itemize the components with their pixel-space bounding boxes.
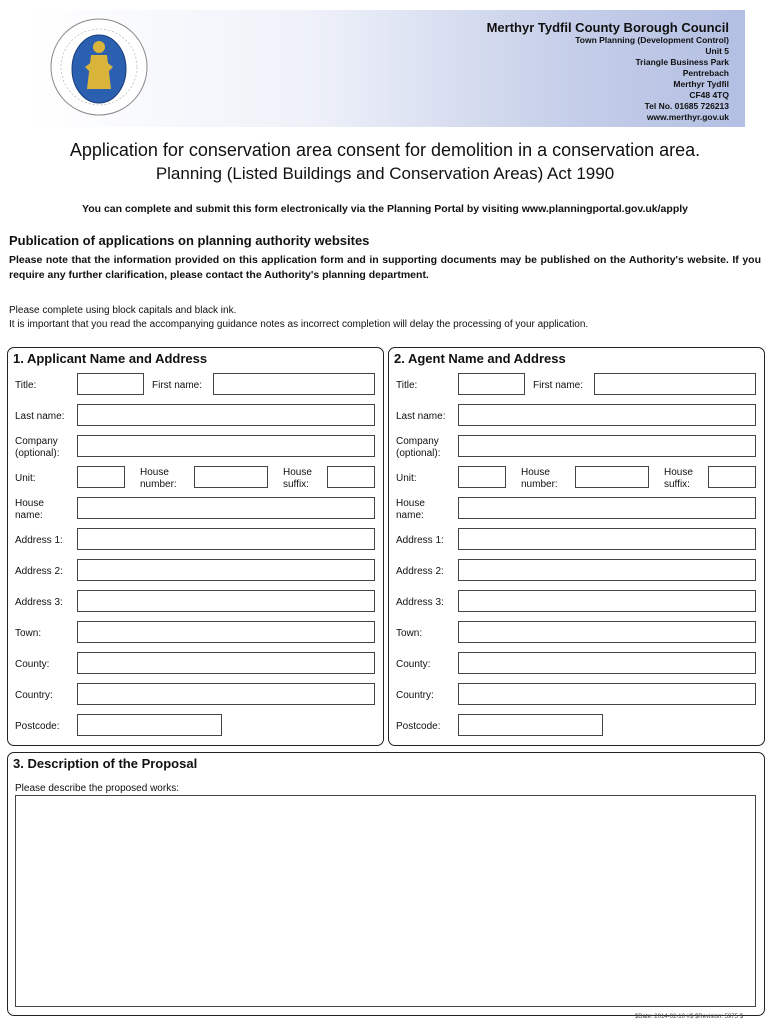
title-label: Title: (396, 380, 418, 391)
postcode-label: Postcode: (396, 721, 441, 732)
website-line: www.merthyr.gov.uk (646, 112, 729, 122)
address-line: Pentrebach (682, 68, 729, 78)
description-textarea[interactable] (15, 795, 756, 1007)
company-label: Company (optional): (15, 436, 60, 459)
agent-town-input[interactable] (458, 621, 756, 643)
company-label: Company (optional): (396, 436, 441, 459)
applicant-house-name-input[interactable] (77, 497, 375, 519)
applicant-house-suffix-input[interactable] (327, 466, 375, 488)
address3-label: Address 3: (15, 597, 63, 608)
form-subtitle: Planning (Listed Buildings and Conservation Areas) Act 1990 (155, 164, 615, 183)
block-capitals-note: Please complete using block capitals and black ink. (9, 305, 237, 316)
description-prompt: Please describe the proposed works: (15, 783, 179, 794)
applicant-address3-input[interactable] (77, 590, 375, 612)
house-number-label: House number: (140, 467, 177, 490)
agent-address1-input[interactable] (458, 528, 756, 550)
description-section (7, 752, 765, 1016)
county-label: County: (396, 659, 431, 670)
agent-house-suffix-input[interactable] (708, 466, 756, 488)
agent-house-name-input[interactable] (458, 497, 756, 519)
postcode-label: Postcode: (15, 721, 60, 732)
council-crest-icon (49, 17, 149, 117)
applicant-house-number-input[interactable] (194, 466, 268, 488)
applicant-company-input[interactable] (77, 435, 375, 457)
agent-heading: 2. Agent Name and Address (394, 351, 566, 366)
agent-company-input[interactable] (458, 435, 756, 457)
applicant-address1-input[interactable] (77, 528, 375, 550)
house-number-label: House number: (521, 467, 558, 490)
first-name-label: First name: (533, 380, 584, 391)
country-label: Country: (15, 690, 53, 701)
online-submission-note: You can complete and submit this form electronically via the Planning Portal by visiting www.planningportal.gov.uk/apply (82, 203, 688, 215)
address-line: Town Planning (Development Control) (575, 35, 729, 45)
unit-label: Unit: (396, 473, 417, 484)
county-label: County: (15, 659, 50, 670)
house-suffix-label: House suffix: (283, 467, 312, 490)
guidance-note: It is important that you read the accompanying guidance notes as incorrect completion will delay the processing of your application. (9, 319, 589, 330)
agent-address3-input[interactable] (458, 590, 756, 612)
applicant-title-input[interactable] (77, 373, 144, 395)
agent-country-input[interactable] (458, 683, 756, 705)
council-address-block (487, 20, 729, 123)
country-label: Country: (396, 690, 434, 701)
agent-first-name-input[interactable] (594, 373, 756, 395)
revision-stamp: $Date: 2014-02-10 #$ $Revision: 5975 $ (634, 1014, 743, 1020)
address-line: CF48 4TQ (689, 90, 729, 100)
house-name-label: House name: (396, 498, 425, 521)
applicant-postcode-input[interactable] (77, 714, 222, 736)
address-line: Unit 5 (705, 46, 729, 56)
publication-heading: Publication of applications on planning authority websites (9, 233, 370, 248)
address1-label: Address 1: (15, 535, 63, 546)
address2-label: Address 2: (15, 566, 63, 577)
agent-title-input[interactable] (458, 373, 525, 395)
address-line: Merthyr Tydfil (673, 79, 729, 89)
agent-house-number-input[interactable] (575, 466, 649, 488)
council-name: Merthyr Tydfil County Borough Council (486, 20, 729, 35)
address2-label: Address 2: (396, 566, 444, 577)
applicant-address2-input[interactable] (77, 559, 375, 581)
applicant-county-input[interactable] (77, 652, 375, 674)
agent-address2-input[interactable] (458, 559, 756, 581)
applicant-section (7, 347, 384, 746)
last-name-label: Last name: (396, 411, 446, 422)
house-name-label: House name: (15, 498, 44, 521)
applicant-unit-input[interactable] (77, 466, 125, 488)
address-line: Triangle Business Park (635, 57, 729, 67)
agent-postcode-input[interactable] (458, 714, 603, 736)
agent-last-name-input[interactable] (458, 404, 756, 426)
applicant-town-input[interactable] (77, 621, 375, 643)
address3-label: Address 3: (396, 597, 444, 608)
header-banner (27, 10, 745, 127)
title-label: Title: (15, 380, 37, 391)
form-title: Application for conservation area consent for demolition in a conservation area. (69, 140, 701, 160)
agent-county-input[interactable] (458, 652, 756, 674)
phone-line: Tel No. 01685 726213 (644, 101, 729, 111)
agent-section (388, 347, 765, 746)
description-heading: 3. Description of the Proposal (13, 756, 198, 771)
first-name-label: First name: (152, 380, 203, 391)
house-suffix-label: House suffix: (664, 467, 693, 490)
applicant-first-name-input[interactable] (213, 373, 375, 395)
applicant-heading: 1. Applicant Name and Address (13, 351, 208, 366)
town-label: Town: (15, 628, 42, 639)
address1-label: Address 1: (396, 535, 444, 546)
publication-text: Please note that the information provided on this application form and in supporting documents may be published on the Authority's website. If you require any further clarification, please contact the Authority's planning department. (9, 254, 761, 281)
applicant-last-name-input[interactable] (77, 404, 375, 426)
agent-unit-input[interactable] (458, 466, 506, 488)
town-label: Town: (396, 628, 423, 639)
last-name-label: Last name: (15, 411, 65, 422)
unit-label: Unit: (15, 473, 36, 484)
applicant-country-input[interactable] (77, 683, 375, 705)
